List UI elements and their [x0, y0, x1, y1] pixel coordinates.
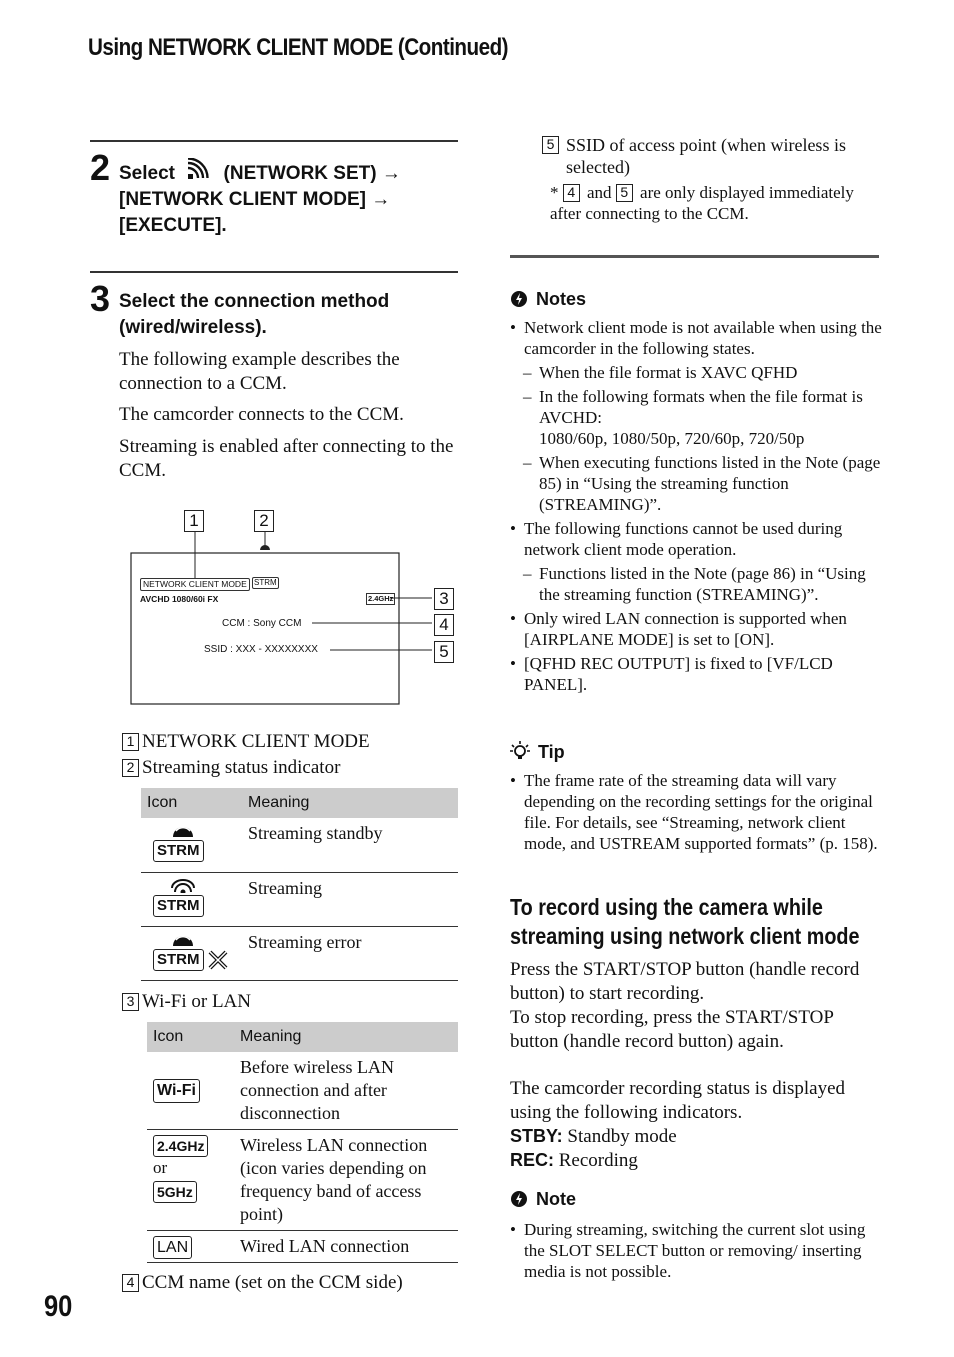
notes-dash-2: In the following formats when the file format is AVCHD:: [539, 387, 863, 427]
list-item: • During streaming, switching the current slot using the SLOT SELECT button or removing/ inserting media is not possible.: [510, 1219, 882, 1282]
list-item: – Functions listed in the Note (page 86) in “Using the streaming function (STREAMING)”.: [523, 563, 882, 605]
table-header-row: [147, 1022, 458, 1052]
screen-format-label: AVCHD 1080/60i FX: [140, 594, 219, 604]
step2-line1-a: Select: [119, 163, 175, 184]
strm-badge: STRM: [153, 840, 204, 862]
note2-heading: [510, 1189, 576, 1210]
step3-paragraph-1: The following example describes the connection to a CCM.: [119, 349, 400, 394]
record-paragraph-3: The camcorder recording status is displayed using the following indicators.: [510, 1078, 846, 1123]
footnote-num-4: 4: [563, 184, 580, 202]
table-row: [141, 926, 458, 980]
list-item: • [QFHD REC OUTPUT] is fixed to [VF/LCD PANEL].: [510, 653, 882, 695]
tip-heading: [510, 740, 565, 763]
table-header-meaning: Meaning: [234, 1022, 458, 1052]
list-item: – When executing functions listed in the Note (page 85) in “Using the streaming function (STREAMING)”.: [523, 452, 882, 515]
callout-3: 3: [434, 588, 454, 610]
legend-item-5-num: 5: [542, 136, 559, 154]
strm-badge: STRM: [153, 895, 204, 917]
record-paragraph-2: To stop recording, press the START/STOP button (handle record button) again.: [510, 1007, 834, 1052]
legend-item-5: [542, 134, 882, 178]
list-item: • The frame rate of the streaming data will vary depending on the recording settings for the original file. For details, see “Streaming, network client mode, and USTREAM supported formats” (p. 158).: [510, 770, 882, 854]
table-row: [147, 1052, 458, 1130]
table-cell-icon: [141, 818, 242, 872]
list-item: [523, 386, 882, 449]
screen-lines: [100, 505, 470, 710]
network-set-icon: [186, 158, 212, 182]
legend-item-2-text: Streaming status indicator: [142, 757, 341, 778]
notes-sublist-2: [523, 563, 882, 605]
step3-heading-line1: Select the connection method: [119, 291, 390, 312]
notes-dash-2b: 1080/60p, 1080/50p, 720/60p, 720/50p: [539, 429, 805, 448]
screen-strm-label: STRM: [254, 578, 277, 587]
list-item: – When the file format is XAVC QFHD: [523, 362, 882, 383]
error-x-icon: [207, 949, 229, 971]
table-cell-meaning: Wireless LAN connection (icon varies depending on frequency band of access point): [234, 1130, 458, 1231]
stby-text: Standby mode: [567, 1126, 677, 1147]
wifi-2-4ghz-icon: 2.4GHz: [153, 1135, 208, 1157]
stby-label: STBY:: [510, 1126, 563, 1146]
screen-ccm-label: CCM : Sony CCM: [222, 618, 302, 629]
step2-text: [119, 158, 464, 239]
table-cell-icon: [141, 872, 242, 926]
section-divider: [510, 255, 879, 258]
table-cell-meaning: Wired LAN connection: [234, 1231, 458, 1263]
strm-badge: STRM: [153, 949, 204, 971]
connection-icon-table: [147, 1022, 458, 1263]
legend-item-4-num: 4: [122, 1274, 139, 1292]
table-row: [141, 818, 458, 872]
legend-item-5-text: SSID of access point (when wireless is selected): [566, 135, 846, 177]
legend-item-2-num: 2: [122, 759, 139, 777]
legend-item-3: [122, 990, 251, 1014]
notes-bullet-2: The following functions cannot be used during network client mode operation.: [524, 519, 843, 559]
note2-list: [510, 1219, 882, 1285]
wifi-5ghz-icon: 5GHz: [153, 1181, 197, 1203]
page-header-title: Using NETWORK CLIENT MODE (Continued): [88, 34, 509, 61]
footnote-num-5: 5: [616, 184, 633, 202]
legend-item-3-num: 3: [122, 993, 139, 1011]
step2-line3: [EXECUTE].: [119, 215, 227, 236]
table-row: [147, 1130, 458, 1231]
notes-list: [510, 317, 882, 698]
legend-item-2: [122, 756, 340, 780]
icon-or-text: or: [153, 1158, 168, 1177]
legend-footnote: [550, 182, 882, 224]
record-rec-line: [510, 1148, 638, 1173]
table-row: [141, 872, 458, 926]
step3-paragraph-3: Streaming is enabled after connecting to the CCM.: [119, 436, 454, 481]
notes-sublist-1: [523, 362, 882, 515]
note-icon: [510, 290, 528, 308]
step3-heading: [119, 289, 464, 341]
table-cell-icon: [147, 1130, 234, 1231]
step2-line2: [NETWORK CLIENT MODE] →: [119, 189, 391, 210]
page-number: 90: [44, 1290, 73, 1323]
notes-heading: [510, 289, 586, 310]
rec-text: Recording: [558, 1150, 638, 1171]
step3-rule: [90, 271, 458, 273]
screen-mode-label: NETWORK CLIENT MODE: [140, 578, 250, 591]
screen-ssid-label: SSID : XXX - XXXXXXXX: [204, 644, 318, 655]
strm-standby-icon: [147, 822, 227, 866]
notes-title: Notes: [536, 289, 587, 309]
strm-streaming-icon: [147, 877, 227, 921]
table-cell-icon: [147, 1052, 234, 1130]
table-cell-icon: [141, 926, 242, 980]
step3-heading-line2: (wired/wireless).: [119, 317, 267, 338]
table-header-icon: Icon: [147, 1022, 234, 1052]
note-icon: [510, 1190, 528, 1208]
legend-item-1-text: NETWORK CLIENT MODE: [142, 731, 370, 752]
table-cell-meaning: Streaming error: [242, 926, 458, 980]
table-row: [147, 1231, 458, 1263]
table-cell-meaning: Before wireless LAN connection and after disconnection: [234, 1052, 458, 1130]
lan-icon: LAN: [153, 1236, 192, 1259]
strm-error-icon: [147, 931, 233, 975]
tip-lightbulb-icon: [510, 740, 530, 762]
legend-item-1-num: 1: [122, 733, 139, 751]
list-item: • Only wired LAN connection is supported when [AIRPLANE MODE] is set to [ON].: [510, 608, 882, 650]
callout-2: 2: [254, 510, 274, 532]
table-cell-meaning: Streaming standby: [242, 818, 458, 872]
callout-4: 4: [434, 614, 454, 636]
callout-5: 5: [434, 641, 454, 663]
footnote-asterisk: *: [550, 183, 559, 202]
table-cell-meaning: Streaming: [242, 872, 458, 926]
legend-item-4-text: CCM name (set on the CCM side): [142, 1272, 403, 1293]
list-item: [510, 518, 882, 605]
step3-number: 3: [90, 278, 111, 319]
step2-line1-b: (NETWORK SET) →: [223, 163, 401, 184]
note2-title: Note: [536, 1189, 576, 1209]
record-paragraph-1: Press the START/STOP button (handle record button) to start recording.: [510, 959, 860, 1004]
screen-illustration: [100, 505, 470, 710]
footnote-and: and: [587, 183, 612, 202]
streaming-status-table: [141, 788, 458, 981]
legend-item-4: [122, 1271, 403, 1295]
record-section-heading: To record using the camera while streaming using network client mode: [510, 894, 860, 949]
list-item: [510, 317, 882, 515]
tip-list: [510, 770, 882, 857]
rec-label: REC:: [510, 1150, 554, 1170]
callout-1: 1: [184, 510, 204, 532]
wifi-icon: Wi-Fi: [153, 1079, 200, 1103]
step3-paragraph-2: The camcorder connects to the CCM.: [119, 404, 404, 425]
table-header-icon: Icon: [141, 788, 242, 818]
notes-bullet-1: Network client mode is not available when using the camcorder in the following states.: [524, 318, 882, 358]
table-header-meaning: Meaning: [242, 788, 458, 818]
table-cell-icon: [147, 1231, 234, 1263]
legend-item-3-text: Wi-Fi or LAN: [142, 991, 251, 1012]
step2-number: 2: [90, 147, 111, 188]
legend-item-1: [122, 730, 370, 754]
step2-rule: [90, 140, 458, 142]
screen-band-label: 2.4GHz: [368, 594, 394, 603]
record-stby-line: [510, 1124, 677, 1149]
table-header-row: [141, 788, 458, 818]
footnote-text: are only displayed immediately after connecting to the CCM.: [550, 183, 854, 223]
tip-title: Tip: [538, 742, 565, 762]
